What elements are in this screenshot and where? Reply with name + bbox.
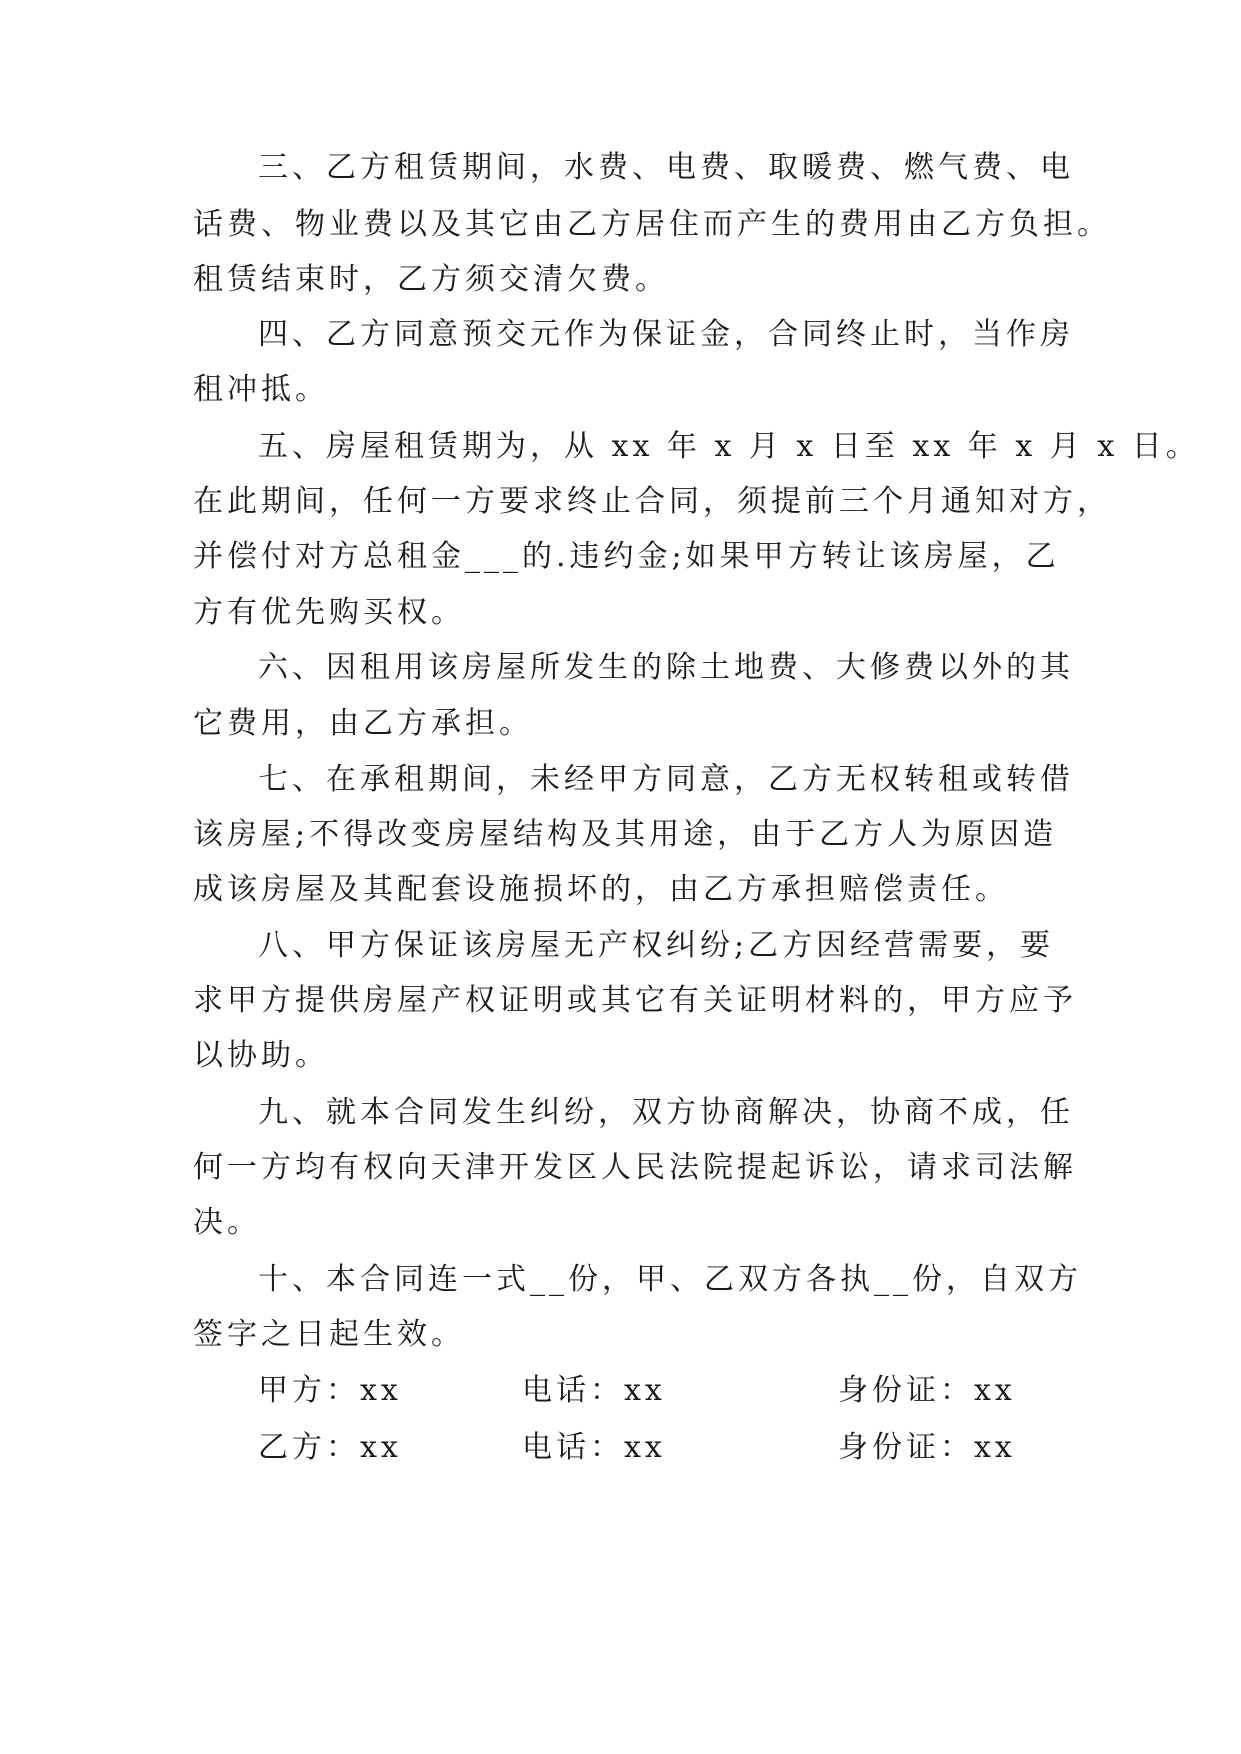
clause-9-line-3: 决。 [193, 1205, 261, 1240]
clause-8-line-3: 以协助。 [193, 1038, 329, 1073]
clause-10-line-2: 签字之日起生效。 [193, 1317, 465, 1352]
clause-7-line-3: 成该房屋及其配套设施损坏的，由乙方承担赔偿责任。 [193, 872, 1009, 907]
clause-3-line-2: 话费、物业费以及其它由乙方居住而产生的费用由乙方负担。 [193, 207, 1111, 242]
clause-10-line-1: 十、本合同连一式__份，甲、乙双方各执__份，自双方 [258, 1262, 1082, 1297]
party-a-phone: 电话：xx [522, 1373, 666, 1408]
clause-5-line-4: 方有优先购买权。 [193, 595, 465, 630]
clause-9-line-2: 何一方均有权向天津开发区人民法院提起诉讼，请求司法解 [193, 1150, 1077, 1185]
clause-4-line-2: 租冲抵。 [193, 372, 329, 407]
clause-3-line-1: 三、乙方租赁期间，水费、电费、取暖费、燃气费、电 [258, 150, 1074, 185]
clause-9-line-1: 九、就本合同发生纠纷，双方协商解决，协商不成，任 [258, 1095, 1074, 1130]
party-a-label: 甲方：xx [258, 1373, 402, 1408]
party-a-id-card: 身份证：xx [838, 1373, 1016, 1408]
party-b-id-card: 身份证：xx [838, 1430, 1016, 1465]
clause-6-line-2: 它费用，由乙方承担。 [193, 706, 533, 741]
clause-5-line-2: 在此期间，任何一方要求终止合同，须提前三个月通知对方， [193, 484, 1111, 519]
clause-8-line-1: 八、甲方保证该房屋无产权纠纷;乙方因经营需要，要 [258, 928, 1055, 963]
clause-4-line-1: 四、乙方同意预交元作为保证金，合同终止时，当作房 [258, 317, 1074, 352]
clause-7-line-1: 七、在承租期间，未经甲方同意，乙方无权转租或转借 [258, 762, 1074, 797]
clause-5-line-1: 五、房屋租赁期为，从 xx 年 x 月 x 日至 xx 年 x 月 x 日。 [258, 429, 1200, 464]
party-b-phone: 电话：xx [522, 1430, 666, 1465]
clause-7-line-2: 该房屋;不得改变房屋结构及其用途，由于乙方人为原因造 [193, 817, 1058, 852]
clause-3-line-3: 租赁结束时，乙方须交清欠费。 [193, 262, 669, 297]
clause-5-line-3: 并偿付对方总租金___的.违约金;如果甲方转让该房屋，乙 [193, 539, 1060, 574]
party-b-label: 乙方：xx [258, 1430, 402, 1465]
clause-8-line-2: 求甲方提供房屋产权证明或其它有关证明材料的，甲方应予 [193, 983, 1077, 1018]
clause-6-line-1: 六、因租用该房屋所发生的除土地费、大修费以外的其 [258, 650, 1074, 685]
